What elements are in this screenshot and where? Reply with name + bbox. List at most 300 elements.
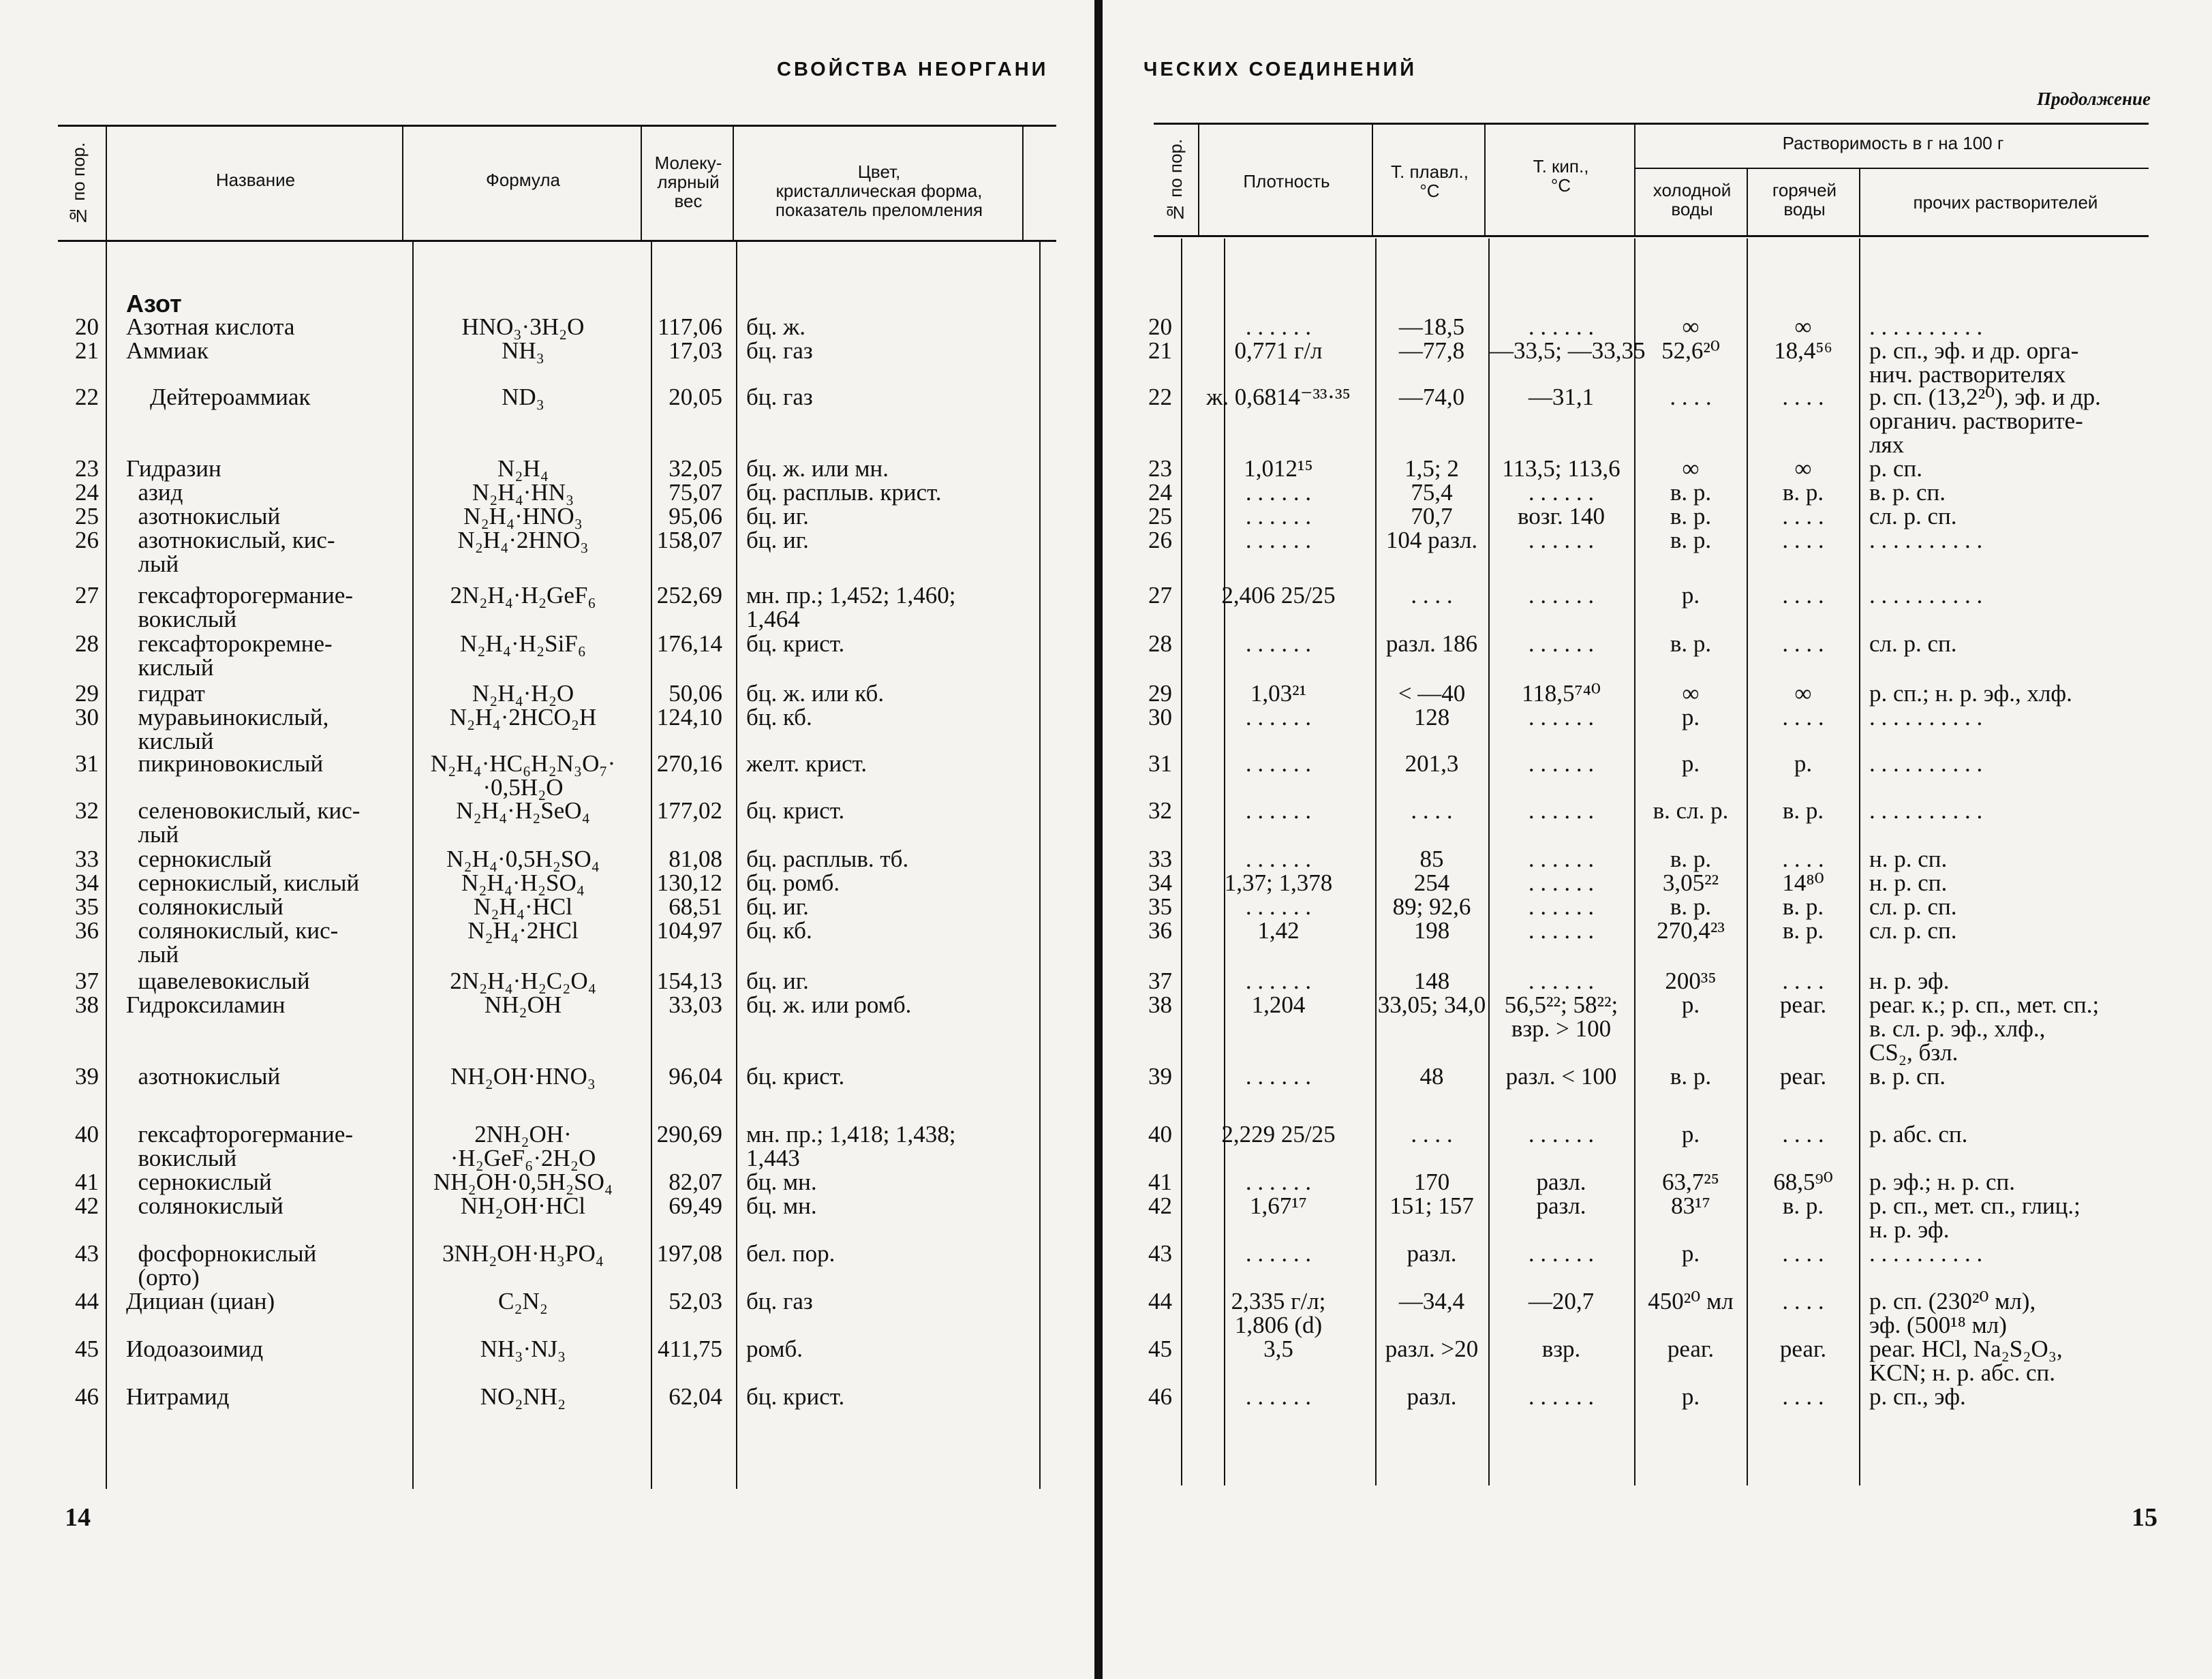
row-number: 26 bbox=[75, 527, 99, 553]
row-number: 39 bbox=[1148, 1063, 1172, 1090]
compound-formula: N₂H₄·HC₆H₂N₃O₇· ·0,5H₂O bbox=[430, 750, 616, 801]
solubility-hot-water: 68,5⁹⁰ bbox=[1773, 1169, 1833, 1195]
col-rule bbox=[1181, 238, 1182, 1485]
compound-formula: NH₃ bbox=[502, 337, 544, 364]
row-number: 44 bbox=[75, 1288, 99, 1314]
compound-name: селеновокислый, кис- лый bbox=[138, 797, 360, 848]
melting-point: 48 bbox=[1419, 1063, 1444, 1090]
color-form: ромб. bbox=[746, 1336, 803, 1362]
solubility-other-solvents: сл. р. сп. bbox=[1869, 917, 1957, 944]
compound-name: азотнокислый, кис- лый bbox=[138, 527, 335, 577]
density: . . . . . . bbox=[1245, 630, 1312, 657]
solubility-other-solvents: сл. р. сп. bbox=[1869, 503, 1957, 529]
molecular-weight: 158,07 bbox=[656, 527, 722, 553]
boiling-point: . . . . . . bbox=[1528, 797, 1595, 824]
color-form: бц. крист. bbox=[746, 797, 845, 824]
color-form: бц. крист. bbox=[746, 1063, 845, 1090]
density: 1,03²¹ bbox=[1250, 680, 1307, 707]
density: . . . . . . bbox=[1245, 527, 1312, 553]
solubility-cold-water: в. р. bbox=[1670, 1063, 1712, 1090]
row-number: 29 bbox=[1148, 680, 1172, 707]
color-form: бц. расплыв. тб. bbox=[746, 846, 909, 872]
compound-formula: NH₃·NJ₃ bbox=[480, 1336, 566, 1362]
compound-formula: N₂H₄·HNO₃ bbox=[463, 503, 583, 529]
row-number: 38 bbox=[1148, 991, 1172, 1018]
compound-name: муравьинокислый, кислый bbox=[138, 704, 329, 754]
compound-formula: NH₂OH·0,5H₂SO₄ bbox=[433, 1169, 613, 1195]
color-form: бц. мн. bbox=[746, 1192, 817, 1219]
melting-point: 70,7 bbox=[1411, 503, 1453, 529]
color-form: бц. кб. bbox=[746, 917, 812, 944]
molecular-weight: 411,75 bbox=[658, 1336, 722, 1362]
molecular-weight: 104,97 bbox=[656, 917, 722, 944]
solubility-cold-water: 83¹⁷ bbox=[1671, 1192, 1710, 1219]
solubility-hot-water: реаг. bbox=[1779, 1336, 1827, 1362]
solubility-other-solvents: р. абс. сп. bbox=[1869, 1121, 1968, 1147]
melting-point: —77,8 bbox=[1398, 337, 1465, 364]
solubility-hot-water: . . . . bbox=[1782, 1240, 1824, 1267]
row-number: 32 bbox=[75, 797, 99, 824]
color-form: мн. пр.; 1,418; 1,438; 1,443 bbox=[746, 1121, 956, 1171]
solubility-hot-water: . . . . bbox=[1782, 630, 1824, 657]
compound-name: гексафторокремне- кислый bbox=[138, 630, 333, 681]
boiling-point: . . . . . . bbox=[1528, 968, 1595, 994]
col-rule bbox=[106, 126, 107, 241]
col-rule bbox=[1039, 242, 1041, 1489]
boiling-point: 56,5²²; 58²²; взр. > 100 bbox=[1504, 991, 1618, 1042]
row-number: 31 bbox=[75, 750, 99, 777]
compound-name: сернокислый bbox=[126, 846, 272, 872]
row-number: 34 bbox=[1148, 869, 1172, 896]
solubility-other-solvents: р. сп., эф. bbox=[1869, 1383, 1966, 1410]
solubility-other-solvents: реаг. HCl, Na₂S₂O₃, KCN; н. р. абс. сп. bbox=[1869, 1336, 2063, 1386]
row-number: 46 bbox=[75, 1383, 99, 1410]
solubility-cold-water: 63,7²⁵ bbox=[1662, 1169, 1719, 1195]
section-title-azot: Азот bbox=[126, 290, 182, 318]
header-bottom-rule bbox=[1154, 235, 2149, 237]
compound-formula: NH₂OH·HNO₃ bbox=[450, 1063, 596, 1090]
molecular-weight: 69,49 bbox=[669, 1192, 722, 1219]
col-rule bbox=[1022, 126, 1024, 241]
solubility-hot-water: р. bbox=[1794, 750, 1813, 777]
boiling-point: 118,5⁷⁴⁰ bbox=[1522, 680, 1601, 707]
color-form: бц. расплыв. крист. bbox=[746, 479, 942, 506]
boiling-point: . . . . . . bbox=[1528, 313, 1595, 340]
density: . . . . . . bbox=[1245, 797, 1312, 824]
boiling-point: разл. bbox=[1536, 1169, 1586, 1195]
row-number: 28 bbox=[1148, 630, 1172, 657]
color-form: бц. ромб. bbox=[746, 869, 840, 896]
melting-point: 151; 157 bbox=[1389, 1192, 1474, 1219]
boiling-point: 113,5; 113,6 bbox=[1502, 455, 1620, 482]
solubility-hot-water: . . . . bbox=[1782, 582, 1824, 609]
row-number: 25 bbox=[75, 503, 99, 529]
row-number: 20 bbox=[75, 313, 99, 340]
row-number: 42 bbox=[75, 1192, 99, 1219]
compound-name: гексафторогермание- вокислый bbox=[138, 582, 354, 632]
density: 3,5 bbox=[1263, 1336, 1293, 1362]
density: . . . . . . bbox=[1245, 1240, 1312, 1267]
row-number: 23 bbox=[75, 455, 99, 482]
solubility-other-solvents: р. сп. bbox=[1869, 455, 1923, 482]
compound-formula: N₂H₄·H₂SO₄ bbox=[461, 869, 585, 896]
compound-formula: N₂H₄·H₂SiF₆ bbox=[460, 630, 586, 657]
solubility-hot-water: . . . . bbox=[1782, 503, 1824, 529]
boiling-point: . . . . . . bbox=[1528, 1121, 1595, 1147]
boiling-point: взр. bbox=[1541, 1336, 1581, 1362]
col-rule bbox=[1747, 169, 1748, 235]
melting-point: —74,0 bbox=[1398, 384, 1465, 410]
solubility-cold-water: р. bbox=[1681, 991, 1700, 1018]
row-number: 22 bbox=[75, 384, 99, 410]
solubility-hot-water: реаг. bbox=[1779, 1063, 1827, 1090]
color-form: бц. ж. bbox=[746, 313, 805, 340]
color-form: желт. крист. bbox=[746, 750, 867, 777]
solubility-hot-water: в. р. bbox=[1782, 1192, 1824, 1219]
row-number: 28 bbox=[75, 630, 99, 657]
row-number: 32 bbox=[1148, 797, 1172, 824]
solubility-cold-water: в. р. bbox=[1670, 503, 1712, 529]
color-form: бц. ж. или кб. bbox=[746, 680, 885, 707]
compound-formula: 2NH₂OH· ·H₂GeF₆·2H₂O bbox=[450, 1121, 596, 1171]
col-rule bbox=[641, 126, 642, 241]
solubility-cold-water: ∞ bbox=[1682, 680, 1700, 707]
row-number: 23 bbox=[1148, 455, 1172, 482]
row-number: 37 bbox=[1148, 968, 1172, 994]
solubility-cold-water: 52,6²⁰ bbox=[1661, 337, 1720, 364]
molecular-weight: 176,14 bbox=[656, 630, 722, 657]
molecular-weight: 33,03 bbox=[669, 991, 722, 1018]
solubility-cold-water: р. bbox=[1681, 1383, 1700, 1410]
boiling-point: возг. 140 bbox=[1517, 503, 1606, 529]
row-number: 26 bbox=[1148, 527, 1172, 553]
solubility-cold-water: 200³⁵ bbox=[1665, 968, 1717, 994]
boiling-point: . . . . . . bbox=[1528, 750, 1595, 777]
col-rule bbox=[1859, 238, 1860, 1485]
solubility-hot-water: . . . . bbox=[1782, 968, 1824, 994]
boiling-point: . . . . . . bbox=[1528, 893, 1595, 920]
solubility-other-solvents: . . . . . . . . . . bbox=[1869, 750, 1983, 777]
compound-name: солянокислый bbox=[126, 893, 283, 920]
compound-formula: N₂H₄·HCl bbox=[474, 893, 572, 920]
header-bottom-rule bbox=[58, 240, 1056, 242]
color-form: бц. иг. bbox=[746, 968, 809, 994]
page-number-right: 15 bbox=[2132, 1503, 2157, 1532]
running-head-left: СВОЙСТВА НЕОРГАНИ bbox=[777, 59, 1049, 80]
row-number: 25 bbox=[1148, 503, 1172, 529]
col-rule bbox=[733, 126, 734, 241]
col-rule bbox=[402, 126, 403, 241]
density: 1,42 bbox=[1257, 917, 1300, 944]
molecular-weight: 252,69 bbox=[656, 582, 722, 609]
solubility-other-solvents: сл. р. сп. bbox=[1869, 630, 1957, 657]
row-number: 41 bbox=[75, 1169, 99, 1195]
row-number: 20 bbox=[1148, 313, 1172, 340]
molecular-weight: 81,08 bbox=[669, 846, 722, 872]
density: . . . . . . bbox=[1245, 1169, 1312, 1195]
solubility-cold-water: в. р. bbox=[1670, 630, 1712, 657]
col-rule bbox=[1859, 169, 1860, 235]
compound-formula: N₂H₄·0,5H₂SO₄ bbox=[446, 846, 600, 872]
melting-point: . . . . bbox=[1411, 1121, 1453, 1147]
density: . . . . . . bbox=[1245, 503, 1312, 529]
compound-name: пикриновокислый bbox=[126, 750, 324, 777]
melting-point: 33,05; 34,0 bbox=[1377, 991, 1486, 1018]
solubility-other-solvents: . . . . . . . . . . bbox=[1869, 1240, 1983, 1267]
compound-formula: N₂H₄·2HCl bbox=[467, 917, 579, 944]
header-name: Название bbox=[215, 170, 296, 190]
left-page bbox=[0, 0, 1096, 1679]
solubility-cold-water: в. р. bbox=[1670, 893, 1712, 920]
molecular-weight: 154,13 bbox=[656, 968, 722, 994]
compound-name: азотнокислый bbox=[126, 1063, 281, 1090]
color-form: бц. ж. или мн. bbox=[746, 455, 889, 482]
solubility-cold-water: в. р. bbox=[1670, 527, 1712, 553]
solubility-hot-water: реаг. bbox=[1779, 991, 1827, 1018]
row-number: 40 bbox=[75, 1121, 99, 1147]
col-rule bbox=[106, 242, 107, 1489]
color-form: бц. иг. bbox=[746, 893, 809, 920]
row-number: 37 bbox=[75, 968, 99, 994]
row-number: 21 bbox=[75, 337, 99, 364]
boiling-point: разл. < 100 bbox=[1505, 1063, 1617, 1090]
compound-name: Нитрамид bbox=[126, 1383, 230, 1410]
compound-formula: N₂H₄·H₂O bbox=[472, 680, 574, 707]
compound-formula: N₂H₄ bbox=[497, 455, 549, 482]
solubility-cold-water: р. bbox=[1681, 1240, 1700, 1267]
row-number: 33 bbox=[1148, 846, 1172, 872]
compound-formula: N₂H₄·2HCO₂H bbox=[449, 704, 597, 730]
col-rule bbox=[1484, 124, 1486, 235]
color-form: бц. иг. bbox=[746, 503, 809, 529]
solubility-cold-water: ∞ bbox=[1682, 313, 1700, 340]
col-rule bbox=[1198, 124, 1199, 235]
density: 1,37; 1,378 bbox=[1224, 869, 1333, 896]
molecular-weight: 130,12 bbox=[656, 869, 722, 896]
melting-point: . . . . bbox=[1411, 797, 1453, 824]
boiling-point: . . . . . . bbox=[1528, 479, 1595, 506]
solubility-hot-water: 14⁸⁰ bbox=[1782, 869, 1824, 896]
solubility-hot-water: ∞ bbox=[1794, 680, 1812, 707]
solubility-cold-water: в. сл. р. bbox=[1653, 797, 1729, 824]
solubility-cold-water: р. bbox=[1681, 1121, 1700, 1147]
solubility-hot-water: . . . . bbox=[1782, 527, 1824, 553]
compound-name: щавелевокислый bbox=[126, 968, 310, 994]
solubility-other-solvents: . . . . . . . . . . bbox=[1869, 797, 1983, 824]
melting-point: < —40 bbox=[1398, 680, 1466, 707]
density: . . . . . . bbox=[1245, 1383, 1312, 1410]
row-number: 36 bbox=[1148, 917, 1172, 944]
color-form: бц. газ bbox=[746, 384, 813, 410]
color-form: бц. иг. bbox=[746, 527, 809, 553]
melting-point: 170 bbox=[1413, 1169, 1450, 1195]
row-number: 21 bbox=[1148, 337, 1172, 364]
compound-name: сернокислый bbox=[126, 1169, 272, 1195]
density: . . . . . . bbox=[1245, 968, 1312, 994]
solubility-cold-water: р. bbox=[1681, 582, 1700, 609]
row-number: 24 bbox=[75, 479, 99, 506]
color-form: бел. пор. bbox=[746, 1240, 835, 1267]
header-density: Плотность bbox=[1243, 171, 1330, 191]
compound-name: азид bbox=[126, 479, 183, 506]
density: 0,771 г/л bbox=[1234, 337, 1323, 364]
row-number: 22 bbox=[1148, 384, 1172, 410]
header-boiling: Т. кип., °С bbox=[1533, 156, 1589, 196]
boiling-point: . . . . . . bbox=[1528, 630, 1595, 657]
melting-point: 198 bbox=[1413, 917, 1450, 944]
header-solubility: Растворимость в г на 100 г bbox=[1782, 133, 2004, 153]
color-form: мн. пр.; 1,452; 1,460; 1,464 bbox=[746, 582, 956, 632]
molecular-weight: 96,04 bbox=[669, 1063, 722, 1090]
molecular-weight: 52,03 bbox=[669, 1288, 722, 1314]
solubility-other-solvents: в. р. сп. bbox=[1869, 1063, 1946, 1090]
boiling-point: . . . . . . bbox=[1528, 917, 1595, 944]
header-mol-weight: Молеку- лярный вес bbox=[654, 153, 722, 211]
compound-formula: 2N₂H₄·H₂C₂O₄ bbox=[450, 968, 596, 994]
row-number: 27 bbox=[1148, 582, 1172, 609]
melting-point: разл. 186 bbox=[1385, 630, 1478, 657]
header-no: № по пор. bbox=[68, 142, 89, 226]
row-number: 40 bbox=[1148, 1121, 1172, 1147]
row-number: 31 bbox=[1148, 750, 1172, 777]
solubility-other-solvents: . . . . . . . . . . bbox=[1869, 527, 1983, 553]
compound-name: Аммиак bbox=[126, 337, 209, 364]
solubility-hot-water: ∞ bbox=[1794, 313, 1812, 340]
solubility-hot-water: . . . . bbox=[1782, 1121, 1824, 1147]
boiling-point: . . . . . . bbox=[1528, 704, 1595, 730]
boiling-point: —31,1 bbox=[1528, 384, 1595, 410]
color-form: бц. кб. bbox=[746, 704, 812, 730]
melting-point: —34,4 bbox=[1398, 1288, 1465, 1314]
melting-point: разл. bbox=[1407, 1383, 1457, 1410]
row-number: 43 bbox=[75, 1240, 99, 1267]
molecular-weight: 32,05 bbox=[669, 455, 722, 482]
boiling-point: —33,5; —33,35 bbox=[1490, 337, 1646, 364]
compound-formula: NH₂OH bbox=[484, 991, 562, 1018]
solubility-hot-water: в. р. bbox=[1782, 917, 1824, 944]
melting-point: 75,4 bbox=[1411, 479, 1453, 506]
density: 1,204 bbox=[1251, 991, 1306, 1018]
solubility-other-solvents: р. сп.; н. р. эф., хлф. bbox=[1869, 680, 2072, 707]
compound-formula: N₂H₄·2HNO₃ bbox=[457, 527, 589, 553]
solubility-subrule bbox=[1634, 168, 2149, 169]
header-color: Цвет, кристаллическая форма, показатель преломления bbox=[775, 161, 983, 220]
molecular-weight: 75,07 bbox=[669, 479, 722, 506]
melting-point: 104 разл. bbox=[1385, 527, 1478, 553]
molecular-weight: 50,06 bbox=[669, 680, 722, 707]
compound-name: гидрат bbox=[126, 680, 205, 707]
compound-name: солянокислый, кис- лый bbox=[138, 917, 339, 968]
melting-point: разл. bbox=[1407, 1240, 1457, 1267]
solubility-cold-water: 3,05²² bbox=[1662, 869, 1719, 896]
molecular-weight: 124,10 bbox=[656, 704, 722, 730]
header-top-rule bbox=[58, 125, 1056, 127]
continuation-note: Продолжение bbox=[2036, 89, 2151, 109]
density: . . . . . . bbox=[1245, 750, 1312, 777]
row-number: 30 bbox=[1148, 704, 1172, 730]
density: 2,229 25/25 bbox=[1221, 1121, 1336, 1147]
boiling-point: . . . . . . bbox=[1528, 582, 1595, 609]
solubility-other-solvents: . . . . . . . . . . bbox=[1869, 704, 1983, 730]
density: ж. 0,6814⁻³³·³⁵ bbox=[1206, 384, 1351, 410]
molecular-weight: 197,08 bbox=[656, 1240, 722, 1267]
solubility-other-solvents: . . . . . . . . . . bbox=[1869, 313, 1983, 340]
melting-point: разл. >20 bbox=[1385, 1336, 1479, 1362]
solubility-other-solvents: р. сп., мет. сп., глиц.; н. р. эф. bbox=[1869, 1192, 2080, 1243]
color-form: бц. ж. или ромб. bbox=[746, 991, 912, 1018]
solubility-other-solvents: н. р. эф. bbox=[1869, 968, 1950, 994]
running-head-right: ЧЕСКИХ СОЕДИНЕНИЙ bbox=[1143, 59, 1417, 80]
melting-point: 128 bbox=[1413, 704, 1450, 730]
density: 2,406 25/25 bbox=[1221, 582, 1336, 609]
col-rule bbox=[1634, 124, 1635, 235]
header-top-rule bbox=[1154, 123, 2149, 125]
row-number: 46 bbox=[1148, 1383, 1172, 1410]
solubility-hot-water: . . . . bbox=[1782, 1383, 1824, 1410]
compound-name: Дициан (циан) bbox=[126, 1288, 275, 1314]
header-hot-water: горячей воды bbox=[1772, 180, 1837, 219]
melting-point: —18,5 bbox=[1398, 313, 1465, 340]
compound-formula: HNO₃·3H₂O bbox=[461, 313, 585, 340]
solubility-other-solvents: в. р. сп. bbox=[1869, 479, 1946, 506]
melting-point: 201,3 bbox=[1404, 750, 1459, 777]
row-number: 30 bbox=[75, 704, 99, 730]
compound-formula: ND₃ bbox=[502, 384, 544, 410]
solubility-hot-water: в. р. bbox=[1782, 479, 1824, 506]
header-other-solvents: прочих растворителей bbox=[1913, 192, 2098, 213]
melting-point: . . . . bbox=[1411, 582, 1453, 609]
density: . . . . . . bbox=[1245, 846, 1312, 872]
row-number: 24 bbox=[1148, 479, 1172, 506]
solubility-other-solvents: р. сп. (13,2²⁰), эф. и др. органич. растворите- лях bbox=[1869, 384, 2101, 458]
boiling-point: . . . . . . bbox=[1528, 527, 1595, 553]
density: . . . . . . bbox=[1245, 893, 1312, 920]
compound-formula: 2N₂H₄·H₂GeF₆ bbox=[450, 582, 596, 609]
solubility-other-solvents: н. р. сп. bbox=[1869, 846, 1948, 872]
solubility-cold-water: в. р. bbox=[1670, 479, 1712, 506]
header-melting: Т. плавл., °С bbox=[1391, 161, 1469, 201]
melting-point: 89; 92,6 bbox=[1392, 893, 1471, 920]
row-number: 43 bbox=[1148, 1240, 1172, 1267]
row-number: 35 bbox=[75, 893, 99, 920]
solubility-hot-water: . . . . bbox=[1782, 384, 1824, 410]
solubility-cold-water: . . . . bbox=[1670, 384, 1712, 410]
row-number: 44 bbox=[1148, 1288, 1172, 1314]
color-form: бц. крист. bbox=[746, 1383, 845, 1410]
row-number: 27 bbox=[75, 582, 99, 609]
compound-name: фосфорнокислый (орто) bbox=[138, 1240, 317, 1291]
compound-formula: N₂H₄·HN₃ bbox=[472, 479, 574, 506]
row-number: 33 bbox=[75, 846, 99, 872]
molecular-weight: 20,05 bbox=[669, 384, 722, 410]
molecular-weight: 62,04 bbox=[669, 1383, 722, 1410]
row-number: 42 bbox=[1148, 1192, 1172, 1219]
page-number-left: 14 bbox=[65, 1503, 91, 1532]
compound-name: Азотная кислота bbox=[126, 313, 295, 340]
compound-name: гексафторогермание- вокислый bbox=[138, 1121, 354, 1171]
compound-name: Дейтероаммиак bbox=[126, 384, 311, 410]
row-number: 41 bbox=[1148, 1169, 1172, 1195]
solubility-other-solvents: реаг. к.; р. сп., мет. сп.; в. сл. р. эф., хлф., CS₂, бзл. bbox=[1869, 991, 2100, 1066]
solubility-hot-water: . . . . bbox=[1782, 704, 1824, 730]
solubility-cold-water: в. р. bbox=[1670, 846, 1712, 872]
melting-point: 85 bbox=[1419, 846, 1444, 872]
row-number: 34 bbox=[75, 869, 99, 896]
compound-name: азотнокислый bbox=[126, 503, 281, 529]
header-cold-water: холодной воды bbox=[1653, 180, 1732, 219]
solubility-cold-water: 270,4²³ bbox=[1657, 917, 1725, 944]
solubility-other-solvents: р. эф.; н. р. сп. bbox=[1869, 1169, 2015, 1195]
